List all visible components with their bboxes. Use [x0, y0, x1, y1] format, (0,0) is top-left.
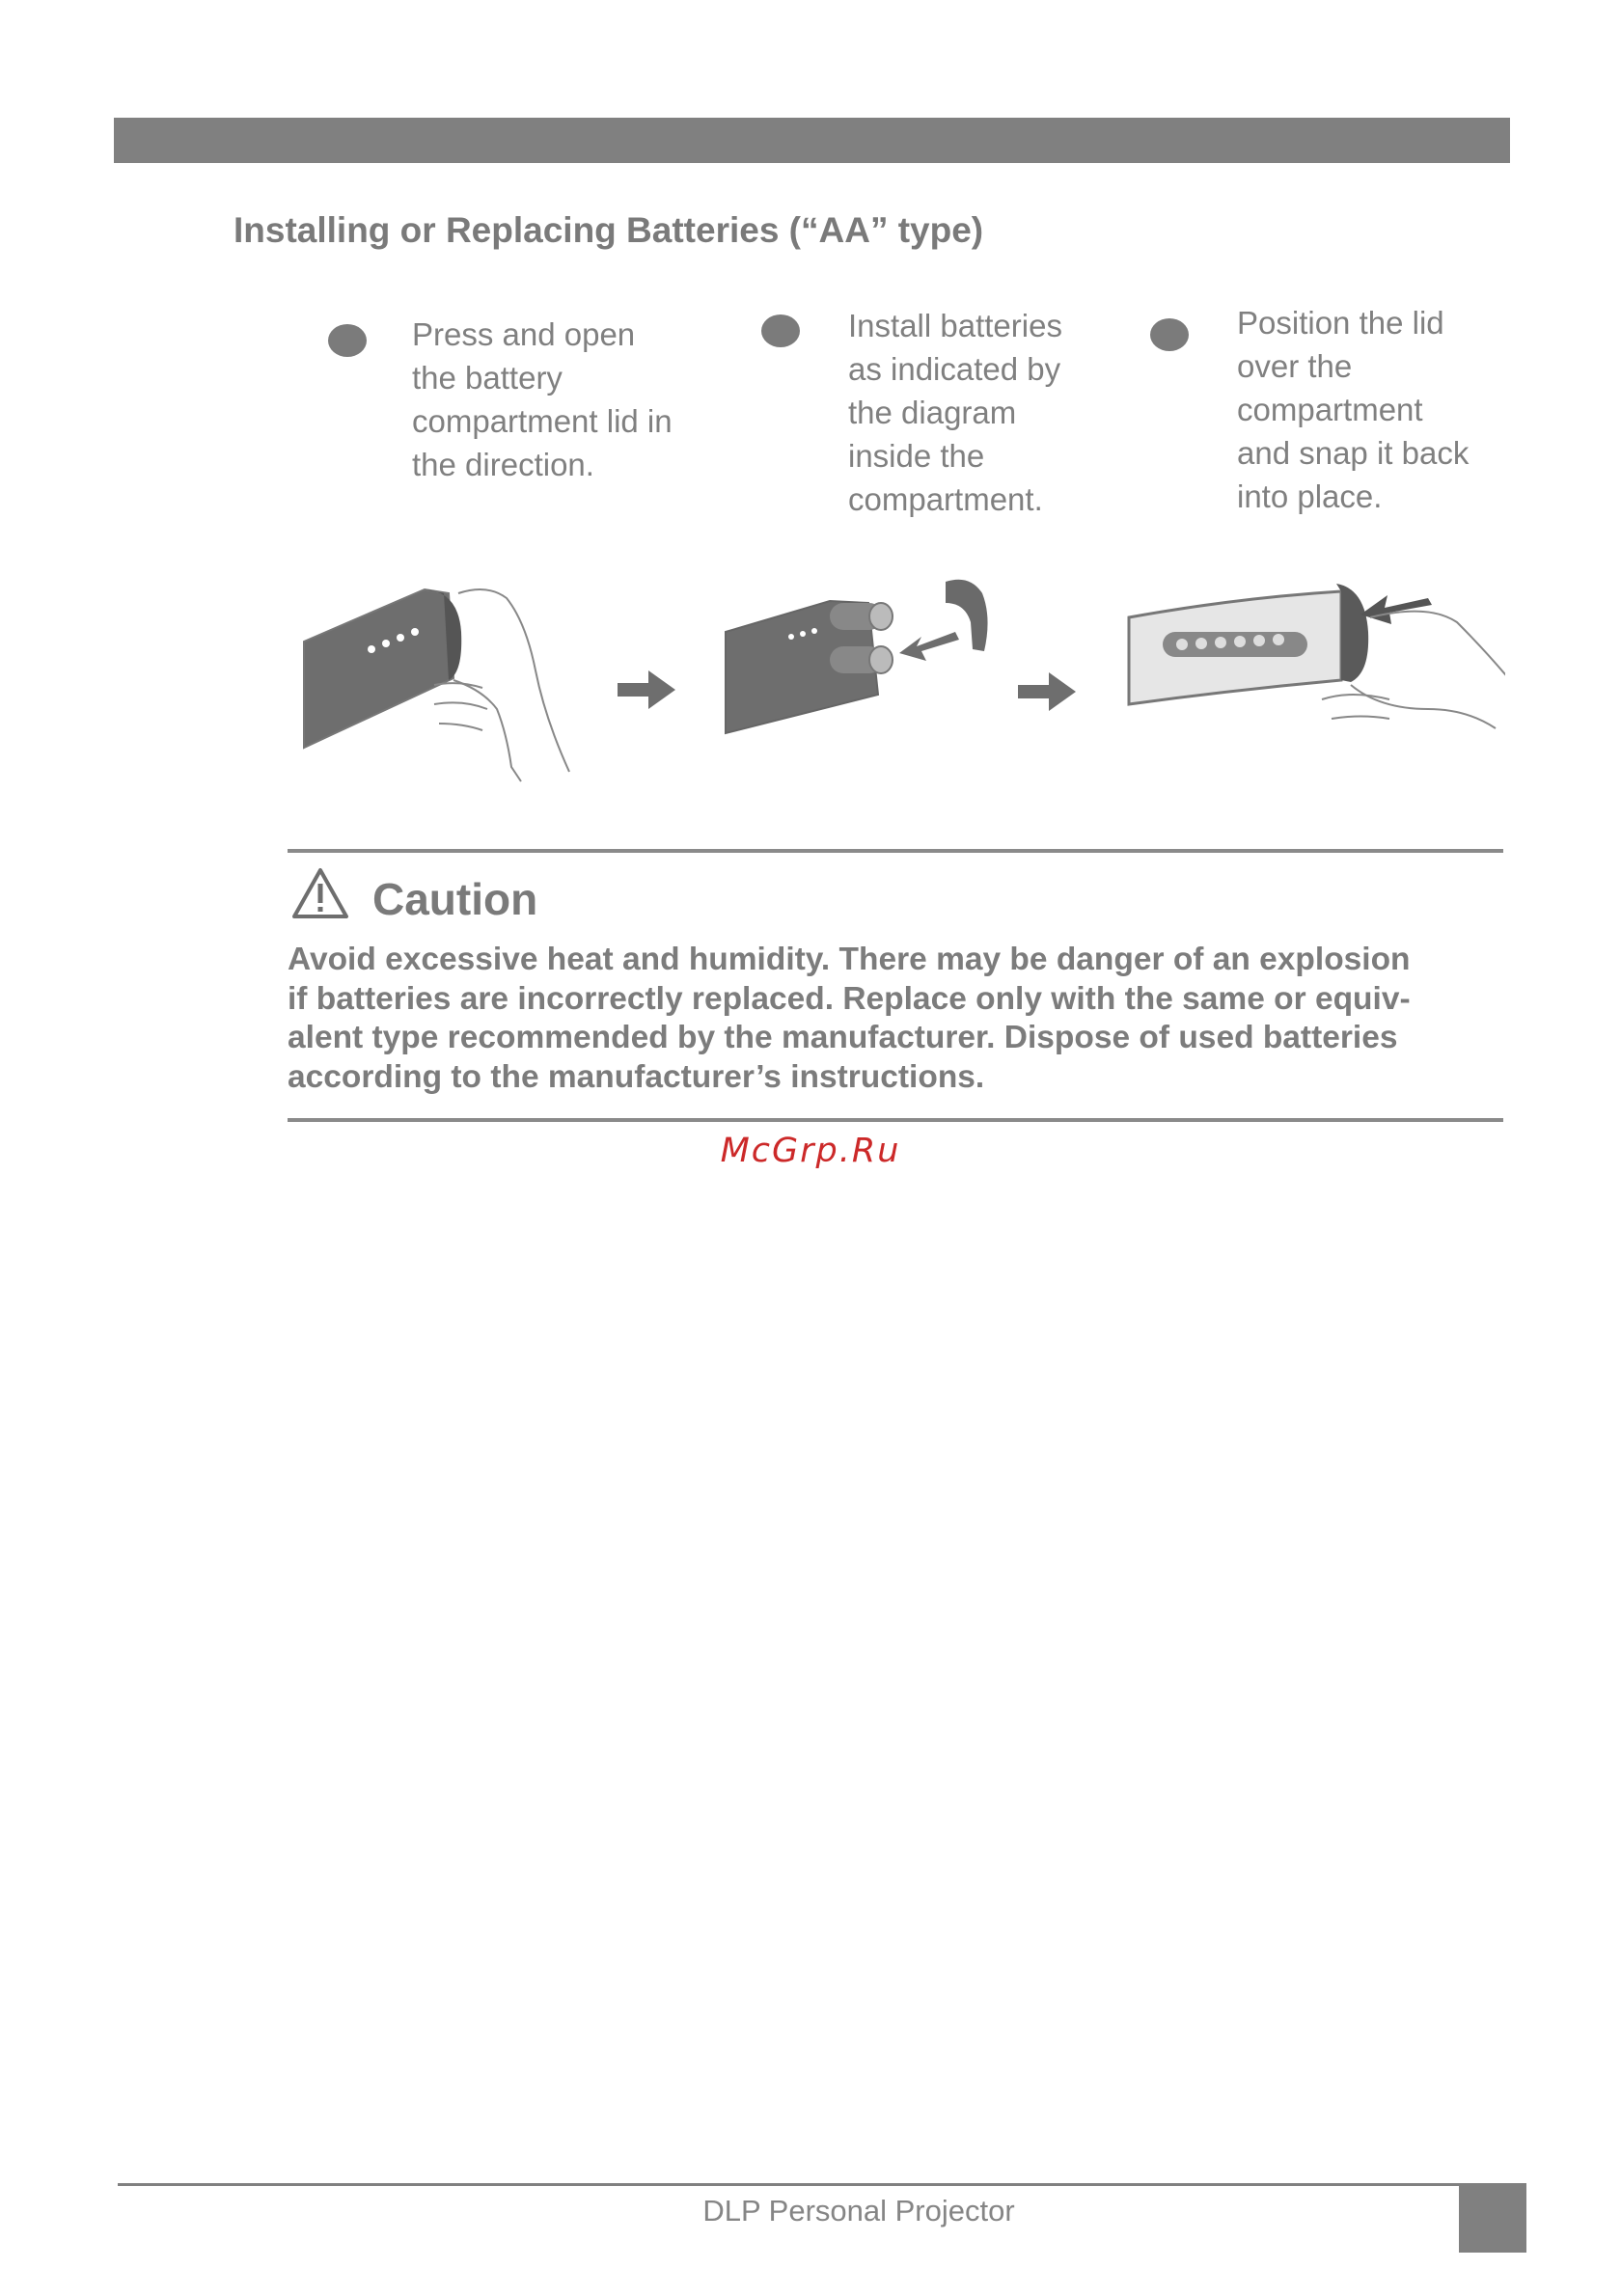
- step-2-bullet: [761, 314, 800, 347]
- remote-close-lid-illustration: [1129, 584, 1505, 728]
- caution-title: Caution: [372, 874, 538, 924]
- remote-install-batteries-illustration: [726, 580, 988, 733]
- arrow-right-icon-2: [1018, 672, 1076, 711]
- step-3-text: Position the lid over the compartment and snap it back into place.: [1237, 305, 1470, 514]
- step-1-text: Press and open the battery compartment lid in the direction.: [412, 316, 673, 482]
- battery-steps-illustration: [289, 564, 1505, 796]
- caution-bottom-rule: [288, 1118, 1503, 1122]
- watermark: McGrp.Ru: [720, 1132, 901, 1170]
- remote-open-lid-illustration: [304, 589, 569, 781]
- step-1-bullet: [328, 324, 367, 357]
- step-3-bullet: [1150, 318, 1189, 351]
- caution-body: Avoid excessive heat and humidity. There may be danger of an explosion if batteries are incorrectly replaced. Replace only with the same or equiv- alent type recommended by the manufacturer. Dispose of used batteries according to the manufacturer’s instructions.: [288, 942, 1411, 1095]
- caution-top-rule: [288, 849, 1503, 853]
- footer-page-block: [1459, 2183, 1526, 2253]
- arrow-right-icon-1: [618, 670, 675, 709]
- footer-title: DLP Personal Projector: [702, 2194, 1015, 2228]
- step-2-text: Install batteries as indicated by the diagram inside the compartment.: [848, 308, 1062, 517]
- footer-rule: [118, 2183, 1462, 2186]
- warning-triangle-icon: [291, 866, 349, 920]
- header-bar: [114, 118, 1510, 163]
- section-title: Installing or Replacing Batteries (“AA” type): [234, 210, 984, 250]
